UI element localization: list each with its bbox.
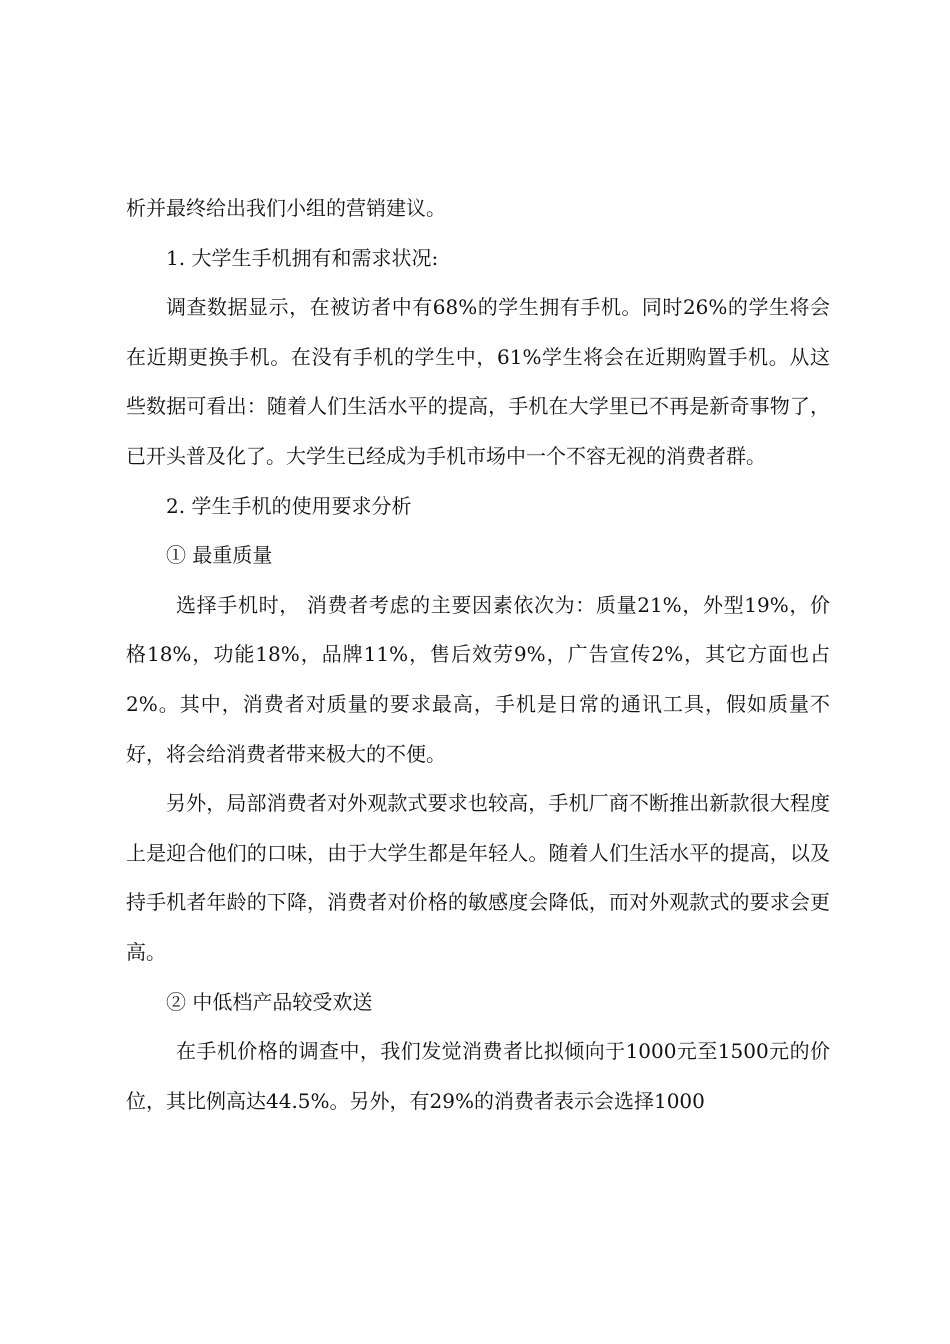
paragraph-ownership-data: 调查数据显示，在被访者中有68%的学生拥有手机。同时26%的学生将会在近期更换手机。在没有手机的学生中，61%学生将会在近期购置手机。从这些数据可看出：随着人们生活水平的提高，手机在大学里已不再是新奇事物了，已开头普及化了。大学生已经成为手机市场中一个不容无视的消费者群。 (126, 295, 830, 468)
paragraph-continuation: 析并最终给出我们小组的营销建议。 (126, 196, 446, 220)
section-heading-ownership: 1. 大学生手机拥有和需求状况: (166, 245, 439, 270)
paragraph-appearance: 另外，局部消费者对外观款式要求也较高，手机厂商不断推出新款很大程度上是迎合他们的口味，由于大学生都是年轻人。随着人们生活水平的提高，以及持手机者年龄的下降，消费者对价格的敏感度会降低，而对外观款式的要求会更高。 (126, 791, 830, 964)
subheading-quality: ① 最重质量 (166, 543, 273, 568)
document-body (126, 184, 830, 1126)
paragraph-selection-factors: 选择手机时， 消费者考虑的主要因素依次为：质量21%，外型19%，价格18%，功能18%，品牌11%，售后效劳9%，广告宣传2%，其它方面也占2%。其中，消费者对质量的要求最高，手机是日常的通讯工具，假如质量不好，将会给消费者带来极大的不便。 (126, 592, 830, 766)
paragraph-price-survey: 在手机价格的调查中，我们发觉消费者比拟倾向于1000元至1500元的价位，其比例高达44.5%。另外，有29%的消费者表示会选择1000 (126, 1039, 830, 1113)
section-heading-usage: 2. 学生手机的使用要求分析 (166, 493, 412, 518)
subheading-mid-low-products: ② 中低档产品较受欢送 (166, 989, 373, 1014)
